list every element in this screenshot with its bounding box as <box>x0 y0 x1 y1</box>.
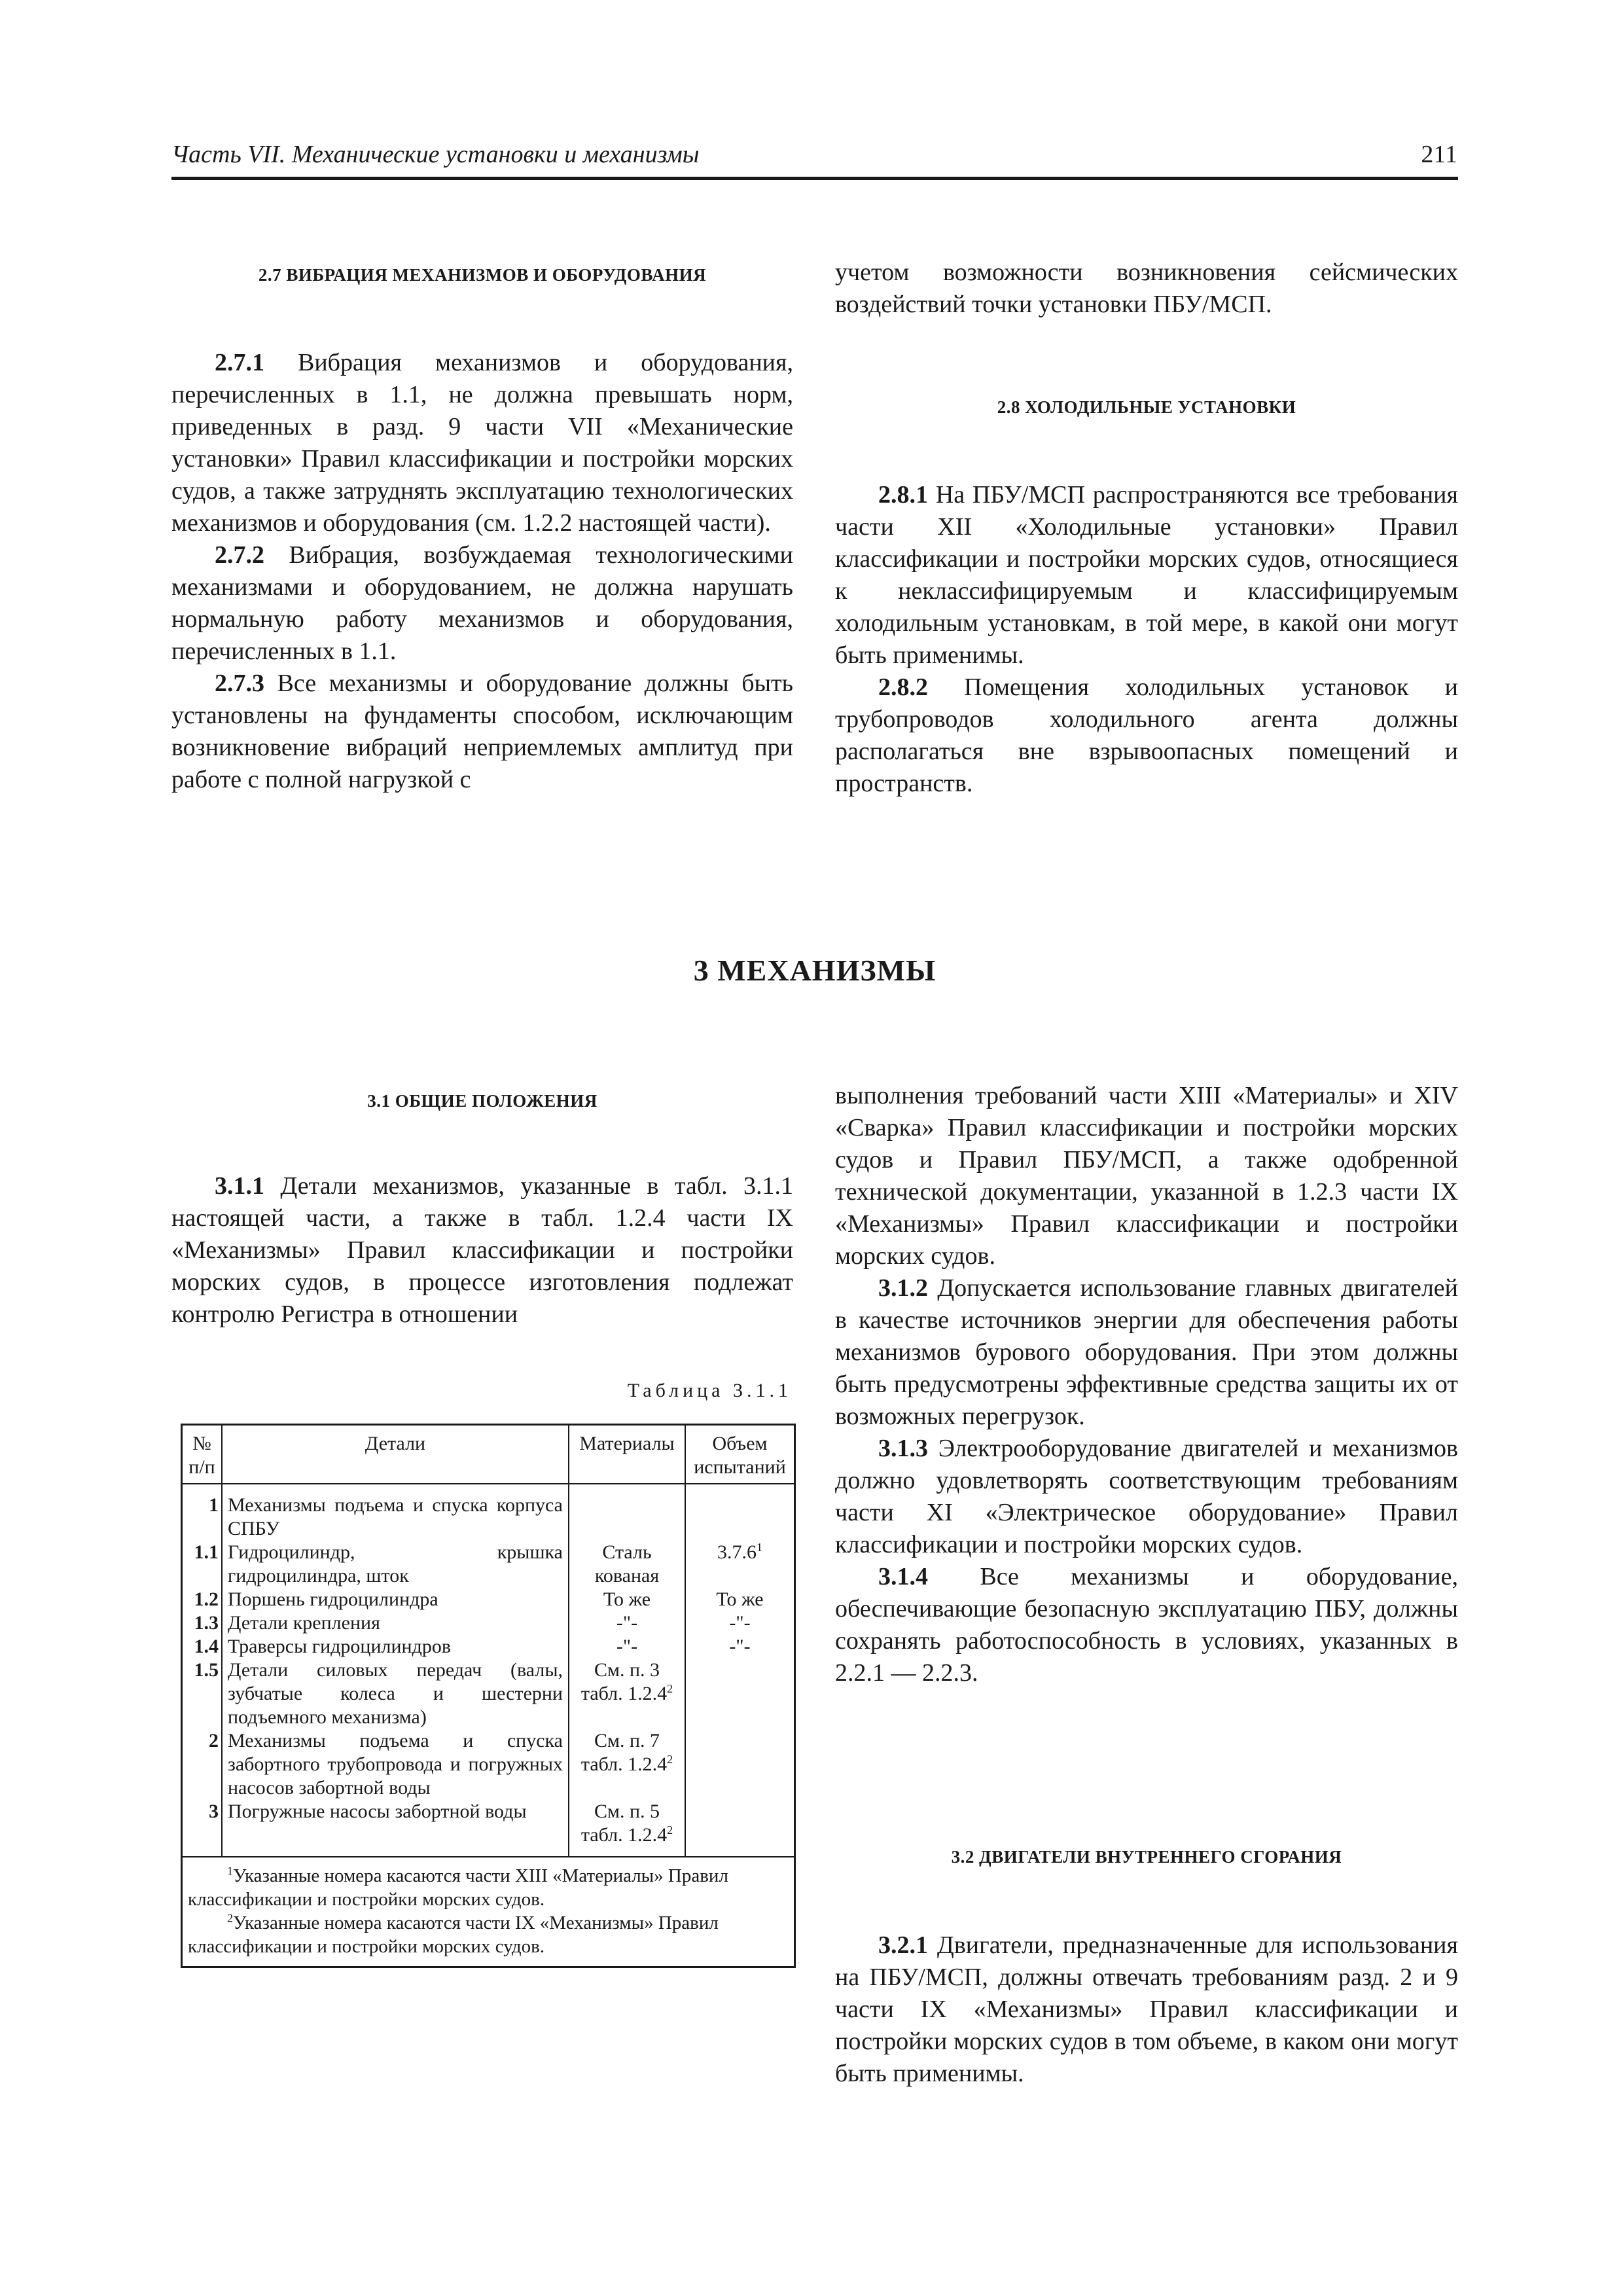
row-detail: Траверсы гидроцилиндров <box>222 1635 569 1659</box>
section-2-7-body <box>171 347 793 796</box>
paragraph-2-8-2 <box>835 672 1458 800</box>
clause-number: 3.2.1 <box>878 1931 928 1959</box>
footnote-ref: 2 <box>667 1823 673 1837</box>
paragraph-3-1-3 <box>835 1433 1458 1561</box>
row-volume: -"- <box>685 1635 794 1659</box>
clause-text: Все механизмы и оборудование, обеспечивающие безопасную эксплуатацию ПБУ, должны сохранять работоспособность в условиях, указанных в 2.2.1 — 2.2.3. <box>835 1563 1458 1687</box>
row-volume <box>685 1484 794 1541</box>
section-2-8-title: 2.8 ХОЛОДИЛЬНЫЕ УСТАНОВКИ <box>997 397 1296 417</box>
chapter-title: 3 МЕХАНИЗМЫ <box>693 954 936 987</box>
row-material <box>569 1800 685 1857</box>
row-detail: Гидроцилиндр, крышка гидроцилиндра, шток <box>222 1541 569 1588</box>
clause-number: 2.7.1 <box>215 349 264 376</box>
page-number: 211 <box>1421 141 1457 168</box>
row-number: 3 <box>209 1801 219 1822</box>
clause-number: 3.1.4 <box>878 1563 928 1590</box>
row-detail: Детали силовых передач (валы, зубчатые колеса и шестерни подъемного механизма) <box>222 1659 569 1729</box>
row-material: -"- <box>569 1635 685 1659</box>
clause-text: Все механизмы и оборудование должны быть установлены на фундаменты способом, исключающим возникновение вибраций неприемлемых амплитуд при работе с полной нагрузкой с <box>171 670 793 793</box>
table-row <box>183 1635 794 1659</box>
clause-text: Электрооборудование двигателей и механизмов должно удовлетворять соответствующим требованиям части XI «Электрическое оборудование» Правил классификации и постройки морских судов. <box>835 1435 1458 1558</box>
paragraph-3-2-1 <box>835 1929 1458 2090</box>
material-value: См. п. 5 табл. 1.2.4 <box>580 1801 668 1846</box>
row-detail: Механизмы подъема и спуска забортного трубопровода и погружных насосов забортной воды <box>222 1729 569 1800</box>
clause-number: 3.1.2 <box>878 1274 928 1302</box>
row-material <box>569 1729 685 1800</box>
row-material <box>569 1484 685 1541</box>
footnote <box>188 1911 789 1958</box>
section-2-7-title: 2.7 ВИБРАЦИЯ МЕХАНИЗМОВ И ОБОРУДОВАНИЯ <box>258 265 707 285</box>
footnote-ref: 2 <box>667 1753 673 1766</box>
table-header-row <box>183 1426 794 1484</box>
section-3-2-title: 3.2 ДВИГАТЕЛИ ВНУТРЕННЕГО СГОРАНИЯ <box>951 1847 1342 1867</box>
volume-value: 3.7.6 <box>717 1541 757 1563</box>
row-number: 2 <box>209 1730 219 1751</box>
footnote-mark: 1 <box>227 1864 233 1878</box>
header-rule <box>171 177 1458 180</box>
section-2-8-body <box>835 479 1458 800</box>
material-value: См. п. 3 табл. 1.2.4 <box>580 1659 668 1704</box>
column-header-test-volume: Объем испытаний <box>685 1426 794 1484</box>
paragraph-3-1-1 <box>171 1170 793 1331</box>
row-material: Сталь кованая <box>569 1541 685 1588</box>
clause-text: На ПБУ/МСП распространяются все требования части XII «Холодильные установки» Правил классификации и постройки морских судов, относящиеся к неклассифицируемым и классифицируемым холодильным установкам, в той мере, в какой они могут быть применимы. <box>835 481 1458 669</box>
footnote-ref: 2 <box>667 1682 673 1695</box>
paragraph-3-1-4 <box>835 1561 1458 1689</box>
footnote-text: Указанные номера касаются части XIII «Материалы» Правил классификации и постройки морских судов. <box>188 1865 728 1910</box>
table-row <box>183 1729 794 1800</box>
clause-number: 2.7.2 <box>215 541 264 569</box>
paragraph-2-7-3 <box>171 668 793 796</box>
table-row <box>183 1611 794 1635</box>
footnote-ref: 1 <box>757 1541 762 1554</box>
footnote-text: Указанные номера касаются части IX «Механизмы» Правил классификации и постройки морских судов. <box>188 1912 719 1957</box>
clause-number: 3.1.3 <box>878 1435 928 1462</box>
clause-text: Двигатели, предназначенные для использования на ПБУ/МСП, должны отвечать требованиям разд. 2 и 9 части IX «Механизмы» Правил классификации и постройки морских судов в том объеме, в каком они могут быть применимы. <box>835 1931 1458 2087</box>
paragraph-2-7-1 <box>171 347 793 539</box>
row-volume <box>685 1659 794 1729</box>
clause-text: Помещения холодильных установок и трубопроводов холодильного агента должны располагаться вне взрывоопасных помещений и пространств. <box>835 673 1458 797</box>
clause-text: Вибрация механизмов и оборудования, перечисленных в 1.1, не должна превышать норм, приведенных в разд. 9 части VII «Механические установки» Правил классификации и постройки морских судов, а также затруднять эксплуатацию технологических механизмов и оборудования (см. 1.2.2 настоящей части). <box>171 349 793 537</box>
row-detail: Детали крепления <box>222 1611 569 1635</box>
clause-text: Вибрация, возбуждаемая технологическими механизмами и оборудованием, не должна нарушать нормальную работу механизмов и оборудования, перечисленных в 1.1. <box>171 541 793 665</box>
column-header-number: № п/п <box>183 1426 222 1484</box>
row-number: 1.5 <box>194 1659 219 1681</box>
row-number: 1.3 <box>194 1612 219 1634</box>
paragraph-3-1-1-cont: выполнения требований части XIII «Материалы» и XIV «Сварка» Правил классификации и постройки морских судов и Правил ПБУ/МСП, а также одобренной технической документации, указанной в 1.2.3 части IX «Механизмы» Правил классификации и постройки морских судов. <box>835 1082 1458 1270</box>
row-material: То же <box>569 1588 685 1611</box>
footnote-mark: 2 <box>227 1911 233 1925</box>
table-caption: Таблица 3.1.1 <box>627 1380 792 1401</box>
row-number: 1 <box>209 1494 219 1516</box>
row-volume: -"- <box>685 1611 794 1635</box>
clause-text: Допускается использование главных двигателей в качестве источников энергии для обеспечения работы механизмов бурового оборудования. При этом должны быть предусмотрены эффективные средства защиты их от возможных перегрузок. <box>835 1274 1458 1430</box>
row-material <box>569 1659 685 1729</box>
row-volume: То же <box>685 1588 794 1611</box>
table-row <box>183 1659 794 1729</box>
running-header-title: Часть VII. Механические установки и механизмы <box>171 141 700 168</box>
row-number: 1.4 <box>194 1636 219 1657</box>
row-number: 1.2 <box>194 1588 219 1610</box>
material-value: См. п. 7 табл. 1.2.4 <box>580 1730 668 1775</box>
table-footnotes <box>183 1857 794 1966</box>
table-row <box>183 1800 794 1857</box>
row-detail: Поршень гидроцилиндра <box>222 1588 569 1611</box>
clause-number: 2.8.1 <box>878 481 928 509</box>
paragraph-2-8-1 <box>835 479 1458 672</box>
paragraph-3-1-2 <box>835 1272 1458 1433</box>
paragraph-2-7-2 <box>171 539 793 668</box>
section-3-1-body <box>171 1170 793 1331</box>
row-material: -"- <box>569 1611 685 1635</box>
row-detail: Механизмы подъема и спуска корпуса СПБУ <box>222 1484 569 1541</box>
column-header-materials: Материалы <box>569 1426 685 1484</box>
data-table <box>183 1426 794 1966</box>
footnote <box>188 1864 789 1911</box>
table-row <box>183 1588 794 1611</box>
row-detail: Погружные насосы забортной воды <box>222 1800 569 1857</box>
row-number: 1.1 <box>194 1541 219 1563</box>
clause-number: 3.1.1 <box>215 1172 264 1200</box>
clause-number: 2.8.2 <box>878 673 928 701</box>
row-volume <box>685 1541 794 1588</box>
paragraph-2-7-3-cont: учетом возможности возникновения сейсмических воздействий точки установки ПБУ/МСП. <box>835 259 1458 318</box>
footnotes-cell <box>183 1857 794 1966</box>
clause-text: Детали механизмов, указанные в табл. 3.1.1 настоящей части, а также в табл. 1.2.4 части IX «Механизмы» Правил классификации и постройки морских судов, в процессе изготовления подлежат контролю Регистра в отношении <box>171 1172 793 1328</box>
table-row <box>183 1541 794 1588</box>
table-row <box>183 1484 794 1541</box>
section-3-1-title: 3.1 ОБЩИЕ ПОЛОЖЕНИЯ <box>367 1091 597 1111</box>
section-3-1-continuation <box>835 1080 1458 1689</box>
row-volume <box>685 1729 794 1800</box>
row-volume <box>685 1800 794 1857</box>
clause-number: 2.7.3 <box>215 670 264 697</box>
column-header-details: Детали <box>222 1426 569 1484</box>
section-3-2-body <box>835 1929 1458 2090</box>
table-3-1-1 <box>181 1424 796 1968</box>
section-2-7-continuation <box>835 257 1458 321</box>
